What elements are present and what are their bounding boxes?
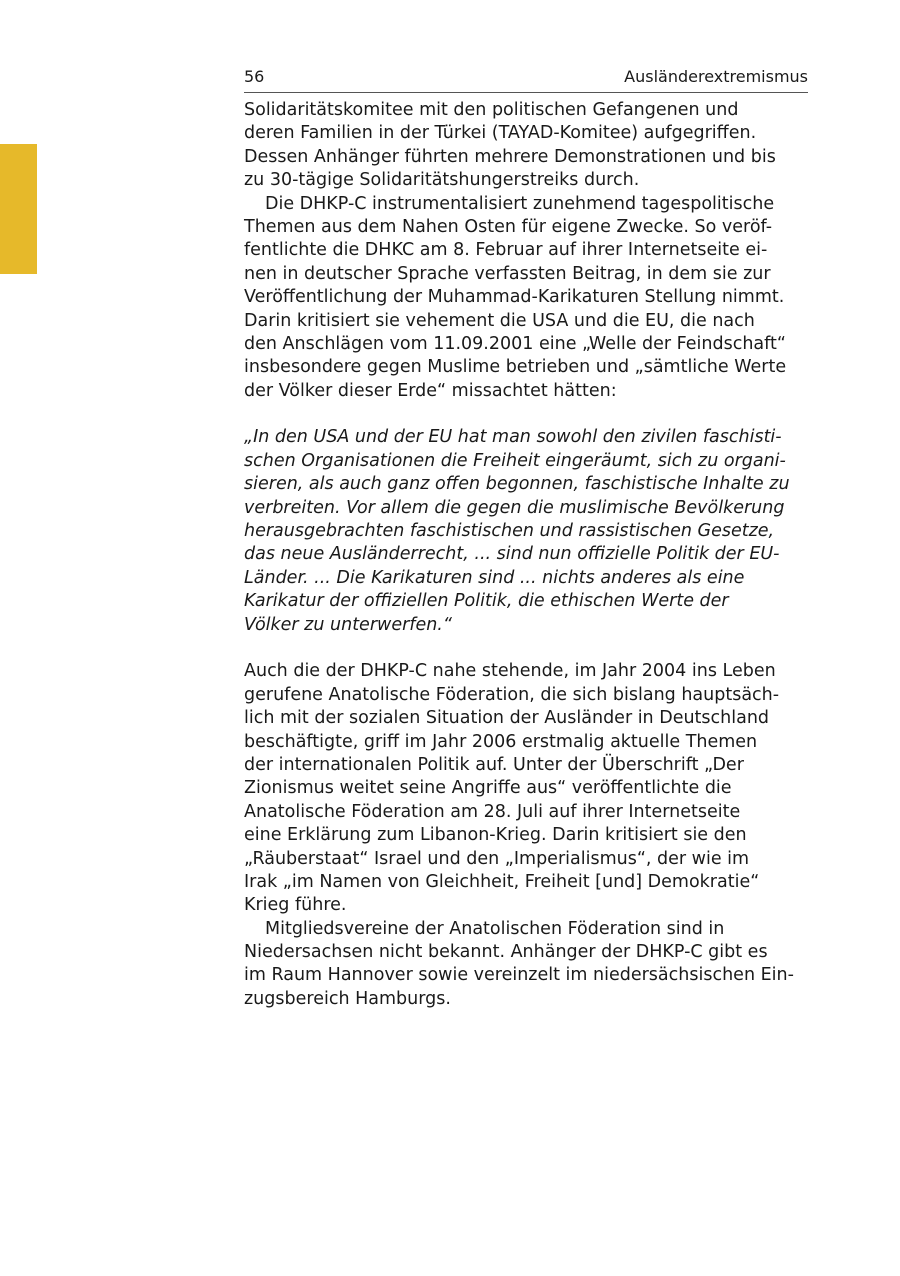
paragraph-spacer: [244, 403, 808, 426]
text-line: Dessen Anhänger führten mehrere Demonstrationen und bis: [244, 146, 776, 167]
chapter-marker-tab: [0, 144, 37, 274]
text-line: nen in deutscher Sprache verfassten Beitrag, in dem sie zur: [244, 263, 771, 284]
paragraph-2: [244, 193, 808, 404]
paragraph-4: [244, 918, 808, 1012]
text-line: deren Familien in der Türkei (TAYAD-Komitee) aufgegriffen.: [244, 123, 757, 144]
block-quote: [244, 426, 808, 637]
text-line: Krieg führe.: [244, 895, 347, 916]
paragraph-3: [244, 660, 808, 917]
page-header: [244, 66, 808, 93]
text-line: zugsbereich Hamburgs.: [244, 988, 451, 1009]
quote-line: Länder. ... Die Karikaturen sind ... nichts anderes als eine: [244, 567, 745, 588]
text-line: Zionismus weitet seine Angriffe aus“ veröffentlichte die: [244, 778, 732, 799]
paragraph-spacer: [244, 637, 808, 660]
paragraph-1: [244, 99, 808, 193]
text-line: der Völker dieser Erde“ missachtet hätten:: [244, 380, 617, 401]
text-line: Die DHKP-C instrumentalisiert zunehmend tagespolitische: [265, 193, 775, 214]
text-line: Veröffentlichung der Muhammad-Karikaturen Stellung nimmt.: [244, 287, 785, 308]
text-line: Niedersachsen nicht bekannt. Anhänger der DHKP-C gibt es: [244, 942, 768, 963]
text-line: „Räuberstaat“ Israel und den „Imperialismus“, der wie im: [244, 848, 750, 869]
quote-line: herausgebrachten faschistischen und rassistischen Gesetze,: [244, 521, 775, 542]
text-line: eine Erklärung zum Libanon-Krieg. Darin kritisiert sie den: [244, 825, 747, 846]
text-line: Darin kritisiert sie vehement die USA und die EU, die nach: [244, 310, 755, 331]
text-line: den Anschlägen vom 11.09.2001 eine „Welle der Feindschaft“: [244, 333, 786, 354]
text-line: der internationalen Politik auf. Unter der Überschrift „Der: [244, 754, 744, 775]
quote-line: Karikatur der offiziellen Politik, die ethischen Werte der: [244, 591, 729, 612]
quote-line: „In den USA und der EU hat man sowohl den zivilen faschisti-: [244, 427, 782, 448]
quote-line: Völker zu unterwerfen.“: [244, 614, 452, 635]
text-line: Auch die der DHKP-C nahe stehende, im Jahr 2004 ins Leben: [244, 661, 776, 682]
text-line: Themen aus dem Nahen Osten für eigene Zwecke. So veröf-: [244, 216, 773, 237]
page-number: 56: [244, 67, 265, 86]
quote-line: sieren, als auch ganz offen begonnen, faschistische Inhalte zu: [244, 474, 790, 495]
quote-line: das neue Ausländerrecht, ... sind nun offizielle Politik der EU-: [244, 544, 780, 565]
body-text: [244, 99, 808, 1011]
text-line: lich mit der sozialen Situation der Ausländer in Deutschland: [244, 708, 770, 729]
text-line: Mitgliedsvereine der Anatolischen Föderation sind in: [265, 918, 725, 939]
text-line: beschäftigte, griff im Jahr 2006 erstmalig aktuelle Themen: [244, 731, 758, 752]
text-line: zu 30-tägige Solidaritätshungerstreiks durch.: [244, 170, 640, 191]
text-line: fentlichte die DHKC am 8. Februar auf ihrer Internetseite ei-: [244, 240, 768, 261]
text-line: im Raum Hannover sowie vereinzelt im niedersächsischen Ein-: [244, 965, 794, 986]
quote-line: schen Organisationen die Freiheit eingeräumt, sich zu organi-: [244, 450, 786, 471]
text-line: insbesondere gegen Muslime betrieben und „sämtliche Werte: [244, 357, 787, 378]
running-title: Ausländerextremismus: [624, 67, 808, 86]
text-line: Anatolische Föderation am 28. Juli auf ihrer Internetseite: [244, 801, 741, 822]
text-line: gerufene Anatolische Föderation, die sich bislang hauptsäch-: [244, 684, 780, 705]
text-line: Irak „im Namen von Gleichheit, Freiheit [und] Demokratie“: [244, 871, 760, 892]
quote-line: verbreiten. Vor allem die gegen die muslimische Bevölkerung: [244, 497, 785, 518]
text-line: Solidaritätskomitee mit den politischen Gefangenen und: [244, 100, 739, 120]
